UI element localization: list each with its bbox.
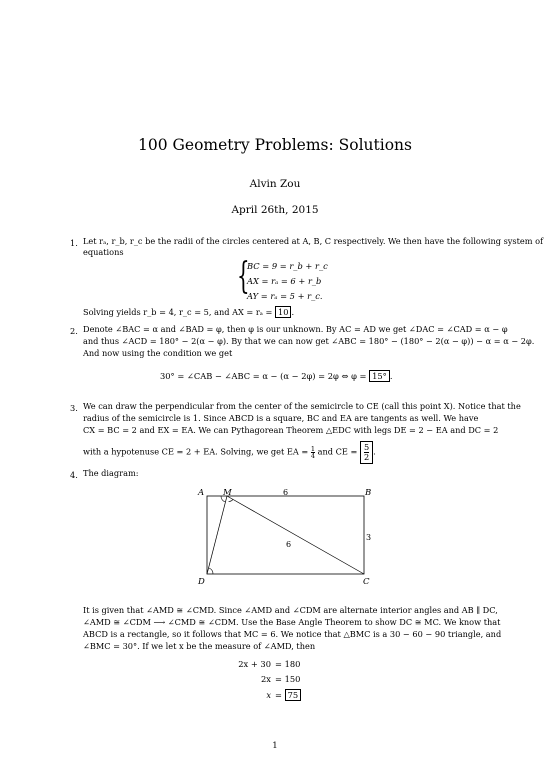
problem-3-answer-box [360,441,373,464]
problem-2-answer-box: 15° [369,370,390,382]
problem-3-line-1: We can draw the perpendicular from the center of the semicircle to CE (call this point X). Notice that the [83,401,521,411]
problem-2-equation [160,371,392,381]
problem-4-eq-1-left: 2x + 30 [238,659,271,669]
rectangle-diagram [190,485,390,590]
problem-1-equation-3: AY = rₐ = 5 + r_c. [247,291,323,301]
system-brace: { [237,256,250,297]
problem-4-eq-3-right [275,690,301,700]
problem-2-line-3: And now using the condition we get [83,348,233,358]
fraction-ea [311,446,315,460]
label-b: B [365,488,372,498]
problem-4-line-1: The diagram: [83,468,139,478]
problem-3-line-4-text-b: and CE = [317,446,358,457]
problem-2-equation-text: 30° = ∠CAB − ∠ABC = α − (α − 2φ) = 2φ ⇔ φ = [160,371,367,381]
problem-2-line-2: and thus ∠ACD = 180° − 2(α − φ). By that we can now get ∠ABC = 180° − (180° − 2(α − φ)) − α = α − 2φ. [83,336,535,346]
label-d: D [198,577,205,587]
problem-3-line-4-text: with a hypotenuse CE = 2 + EA. Solving, we get EA = [83,446,309,457]
fraction-ea-numerator: 1 [310,444,316,453]
problem-4-eq-2-right: = 150 [275,674,301,684]
segment-mc [227,496,364,574]
problem-4-number: 4. [70,470,78,480]
problem-4-eq-3-equals: = [275,690,282,700]
problem-4-line-5: ∠BMC = 30°. If we let x be the measure of ∠AMD, then [83,641,316,651]
problem-1-solution-text: Solving yields r_b = 4, r_c = 5, and AX = rₐ = [83,307,273,317]
page-number: 1 [272,741,278,751]
author: Alvin Zou [249,178,301,190]
problem-2-line-1: Denote ∠BAC = α and ∠BAD = φ, then φ is our unknown. By AC = AD we get ∠DAC = ∠CAD = α − φ [83,324,508,334]
problem-2-number: 2. [70,326,78,336]
length-top: 6 [283,488,289,497]
problem-3-line-4 [83,441,376,464]
problem-4-answer-box: 75 [285,689,302,701]
problem-1-answer-box: 10 [275,306,291,318]
problem-4-eq-3-left: x [266,690,271,700]
problem-4-eq-2-left: 2x [261,674,271,684]
problem-1-line-1: Let rₐ, r_b, r_c be the radii of the circles centered at A, B, C respectively. We then have the following system of [83,236,544,246]
segment-md [207,496,227,574]
angle-cmd-arc [229,500,234,502]
problem-3-number: 3. [70,403,78,413]
problem-1-line-2: equations [83,247,124,257]
length-diagonal: 6 [286,540,292,549]
problem-4-eq-1-right: = 180 [275,659,301,669]
problem-4-line-3: ∠AMD ≅ ∠CDM ⟶ ∠CMD ≅ ∠CDM. Use the Base Angle Theorem to show DC ≅ MC. We know that [83,617,501,627]
label-a: A [198,488,205,498]
date: April 26th, 2015 [231,204,319,216]
problem-1-solution [83,307,294,319]
problem-3-line-2: radius of the semicircle is 1. Since ABCD is a square, BC and EA are tangents as well. We have [83,413,479,423]
label-c: C [363,577,370,587]
problem-1-number: 1. [70,238,78,248]
problem-1-answer-suffix: . [291,307,295,317]
fraction-ea-denominator: 4 [310,452,316,460]
problem-3-line-3: CX = BC = 2 and EX = EA. We can Pythagorean Theorem △EDC with legs DE = 2 − EA and DC = 2 [83,425,499,435]
problem-3-answer-suffix: . [373,446,376,457]
problem-1-equation-1: BC = 9 = r_b + r_c [247,261,328,271]
problem-3-answer-numerator: 5 [363,442,370,452]
label-m: M [223,488,232,498]
problem-3-answer-denominator: 2 [363,452,370,462]
length-right: 3 [366,533,372,542]
rectangle-abcd [207,496,364,574]
problem-1-equation-2: AX = rₐ = 6 + r_b [247,276,322,286]
angle-cdm-arc [209,568,213,574]
paper-title: 100 Geometry Problems: Solutions [138,136,412,154]
problem-4-line-4: ABCD is a rectangle, so it follows that MC = 6. We notice that △BMC is a 30 − 60 − 90 triangle, and [83,629,502,639]
problem-2-answer-suffix: . [389,371,393,381]
problem-4-line-2: It is given that ∠AMD ≅ ∠CMD. Since ∠AMD and ∠CDM are alternate interior angles and AB ∥ DC, [83,605,498,615]
